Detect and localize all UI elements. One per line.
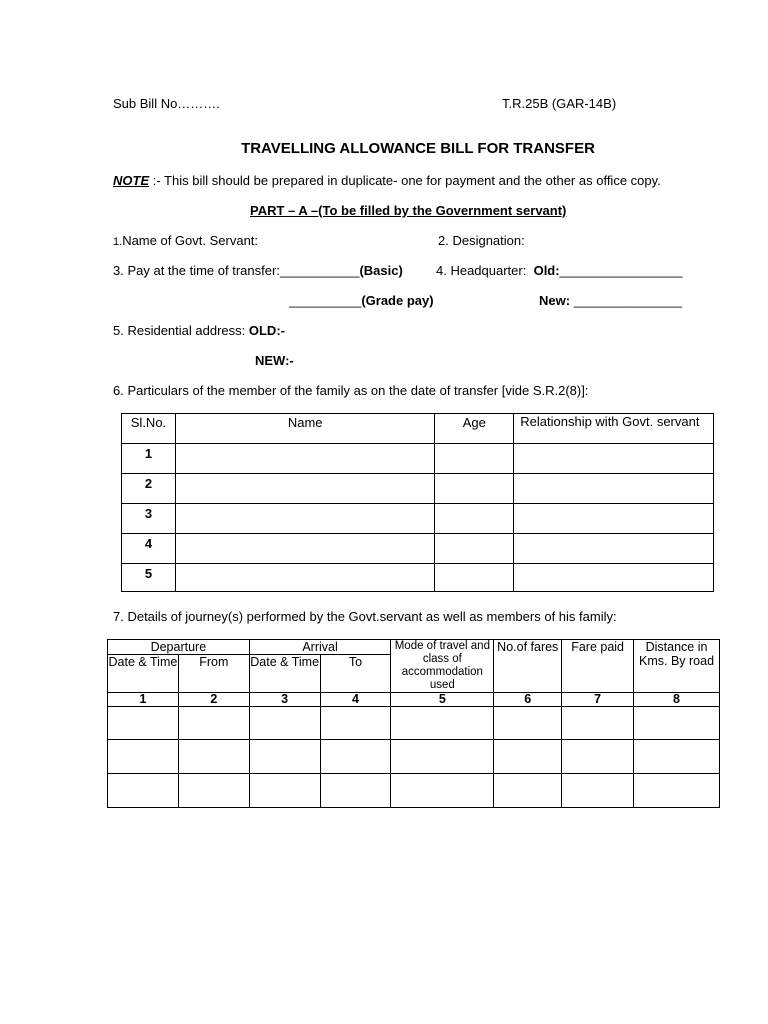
relationship-cell[interactable]	[514, 564, 714, 592]
row-sl-number: 4	[122, 534, 176, 564]
field-family-particulars: 6. Particulars of the member of the family as on the date of transfer [vide S.R.2(8)]:	[113, 383, 589, 398]
name-cell[interactable]	[175, 534, 434, 564]
field-govt-servant-name	[113, 233, 258, 248]
distance-header: Distance in Kms. By road	[634, 640, 720, 693]
field-1-number: 1.	[113, 236, 123, 248]
relationship-cell[interactable]	[514, 504, 714, 534]
journey-cell[interactable]	[108, 774, 179, 808]
journey-cell[interactable]	[320, 740, 391, 774]
field-3-label: 3. Pay at the time of transfer:	[113, 263, 280, 278]
journey-cell[interactable]	[494, 740, 562, 774]
column-number: 4	[320, 693, 391, 707]
relationship-cell[interactable]	[514, 534, 714, 564]
to-header: To	[320, 655, 391, 693]
table-row	[108, 707, 720, 740]
field-journey-details: 7. Details of journey(s) performed by the Govt.servant as well as members of his family:	[113, 609, 617, 624]
age-cell[interactable]	[435, 564, 514, 592]
table-row	[108, 774, 720, 808]
address-old-label: OLD:-	[248, 323, 285, 338]
table-row	[122, 564, 714, 592]
row-sl-number: 3	[122, 504, 176, 534]
journey-cell[interactable]	[178, 774, 249, 808]
row-sl-number: 1	[122, 444, 176, 474]
column-number: 3	[249, 693, 320, 707]
row-sl-number: 5	[122, 564, 176, 592]
column-number: 8	[634, 693, 720, 707]
journey-cell[interactable]	[178, 740, 249, 774]
column-number: 1	[108, 693, 179, 707]
note-label: NOTE	[113, 173, 150, 188]
col-sl-no: Sl.No.	[122, 414, 176, 444]
journey-cell[interactable]	[562, 740, 634, 774]
family-table	[121, 413, 714, 592]
part-a-heading: PART – A –(To be filled by the Government servant)	[250, 203, 567, 218]
column-number-row	[108, 693, 720, 707]
age-cell[interactable]	[435, 474, 514, 504]
column-number: 7	[562, 693, 634, 707]
no-of-fares-header: No.of fares	[494, 640, 562, 693]
name-cell[interactable]	[175, 504, 434, 534]
journey-cell[interactable]	[634, 774, 720, 808]
col-relationship: Relationship with Govt. servant	[514, 414, 714, 444]
form-code: T.R.25B (GAR-14B)	[502, 96, 617, 111]
note	[113, 173, 661, 188]
journey-cell[interactable]	[320, 707, 391, 740]
journey-cell[interactable]	[108, 740, 179, 774]
grade-pay-line[interactable]: __________	[289, 293, 362, 308]
grade-pay-label: (Grade pay)	[361, 293, 434, 308]
column-number: 6	[494, 693, 562, 707]
journey-cell[interactable]	[108, 707, 179, 740]
journey-cell[interactable]	[320, 774, 391, 808]
column-number: 2	[178, 693, 249, 707]
field-headquarter-new	[539, 293, 682, 308]
table-row	[122, 534, 714, 564]
journey-cell[interactable]	[562, 707, 634, 740]
table-row	[108, 740, 720, 774]
journey-cell[interactable]	[178, 707, 249, 740]
relationship-cell[interactable]	[514, 444, 714, 474]
note-text: :- This bill should be prepared in duplicate- one for payment and the other as office copy.	[149, 173, 661, 188]
field-residential-address	[113, 323, 285, 338]
journey-group-header	[108, 640, 720, 655]
table-row	[122, 444, 714, 474]
field-headquarter-old	[436, 263, 683, 278]
sub-bill-number: Sub Bill No……….	[113, 96, 220, 111]
age-cell[interactable]	[435, 534, 514, 564]
hq-new-label: New:	[539, 293, 571, 308]
hq-new-line[interactable]: _______________	[573, 293, 683, 308]
departure-date-time-header: Date & Time	[108, 655, 179, 693]
column-number: 5	[391, 693, 494, 707]
arrival-date-time-header: Date & Time	[249, 655, 320, 693]
from-header: From	[178, 655, 249, 693]
fare-paid-header: Fare paid	[562, 640, 634, 693]
family-table-header	[122, 414, 714, 444]
field-1-label: Name of Govt. Servant:	[122, 233, 259, 248]
col-name: Name	[175, 414, 434, 444]
journey-cell[interactable]	[562, 774, 634, 808]
basic-pay-line[interactable]: ___________	[279, 263, 360, 278]
page-title: TRAVELLING ALLOWANCE BILL FOR TRANSFER	[241, 140, 595, 157]
name-cell[interactable]	[175, 564, 434, 592]
journey-table	[107, 639, 720, 808]
journey-cell[interactable]	[249, 707, 320, 740]
relationship-cell[interactable]	[514, 474, 714, 504]
address-new-label: NEW:-	[255, 353, 294, 368]
age-cell[interactable]	[435, 504, 514, 534]
name-cell[interactable]	[175, 474, 434, 504]
hq-old-line[interactable]: _________________	[559, 263, 683, 278]
table-row	[122, 504, 714, 534]
journey-cell[interactable]	[391, 740, 494, 774]
hq-old-label: Old:	[533, 263, 560, 278]
journey-cell[interactable]	[391, 707, 494, 740]
journey-cell[interactable]	[634, 707, 720, 740]
mode-of-travel-header: Mode of travel and class of accommodation used	[391, 640, 494, 693]
journey-cell[interactable]	[494, 707, 562, 740]
journey-cell[interactable]	[634, 740, 720, 774]
field-5-label: 5. Residential address:	[113, 323, 246, 338]
name-cell[interactable]	[175, 444, 434, 474]
journey-cell[interactable]	[249, 740, 320, 774]
table-row	[122, 474, 714, 504]
field-grade-pay	[289, 293, 434, 308]
departure-header: Departure	[108, 640, 250, 655]
col-age: Age	[435, 414, 514, 444]
field-4-label: 4. Headquarter:	[436, 263, 527, 278]
journey-cell[interactable]	[249, 774, 320, 808]
row-sl-number: 2	[122, 474, 176, 504]
arrival-header: Arrival	[249, 640, 391, 655]
field-designation: 2. Designation:	[438, 233, 525, 248]
basic-label: (Basic)	[359, 263, 403, 278]
age-cell[interactable]	[435, 444, 514, 474]
field-pay-basic	[113, 263, 403, 278]
journey-cell[interactable]	[391, 774, 494, 808]
journey-cell[interactable]	[494, 774, 562, 808]
